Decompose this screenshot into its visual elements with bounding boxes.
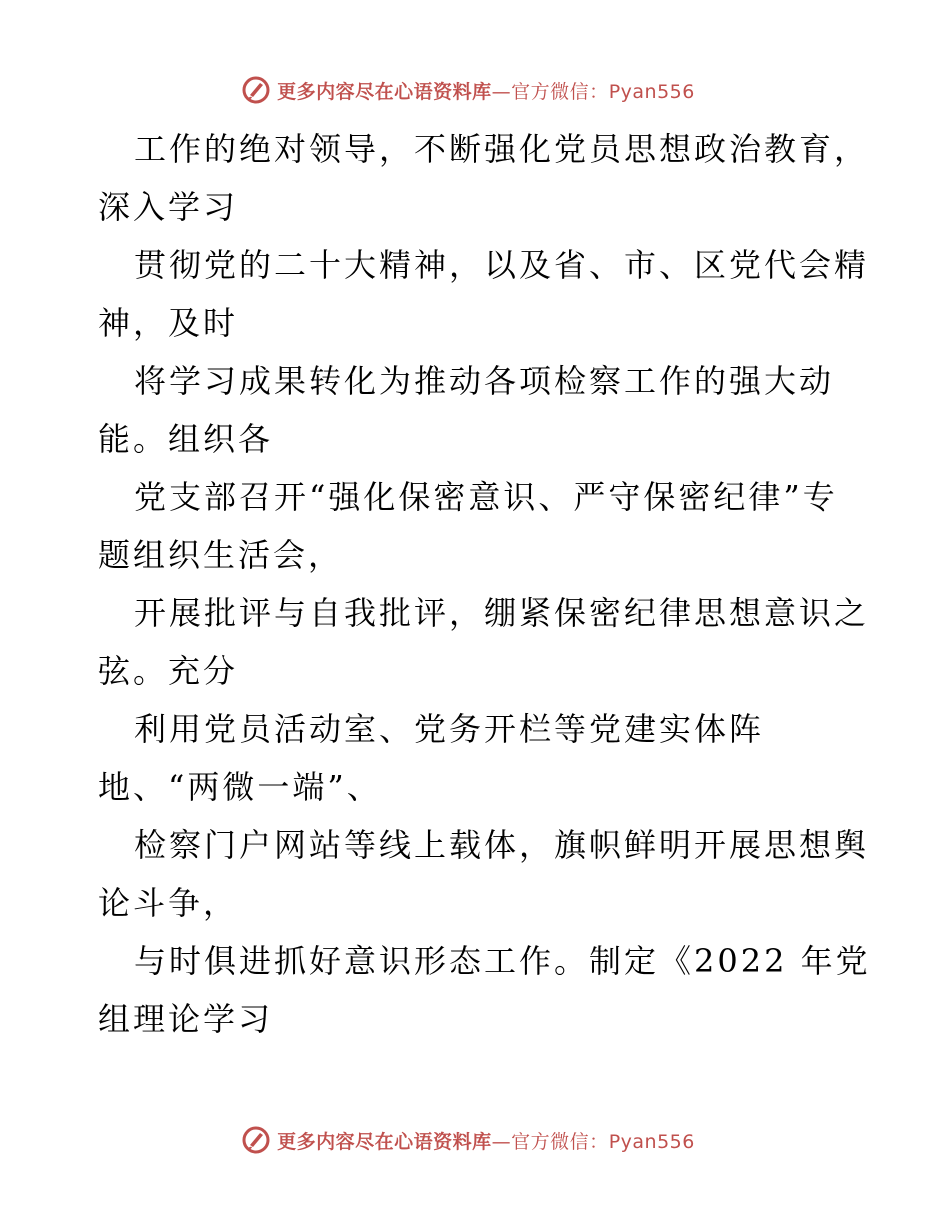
paragraph-line: 贯彻党的二十大精神，以及省、市、区党代会精 bbox=[134, 246, 870, 284]
paragraph-6 bbox=[98, 700, 858, 816]
document-body bbox=[98, 120, 871, 1048]
paragraph-line: 组理论学习 bbox=[98, 1000, 274, 1038]
paragraph-5 bbox=[98, 584, 870, 700]
footer-banner bbox=[0, 1120, 950, 1160]
paragraph-line: 将学习成果转化为推动各项检察工作的强大动 bbox=[134, 362, 835, 400]
paragraph-line: 工作的绝对领导，不断强化党员思想政治教育， bbox=[134, 130, 870, 168]
brush-logo-icon bbox=[241, 1125, 271, 1155]
paragraph-line: 神，及时 bbox=[98, 304, 239, 342]
header-banner-separator: — bbox=[491, 80, 512, 103]
footer-banner-handle: Pyan556 bbox=[608, 1130, 695, 1153]
paragraph-line: 能。组织各 bbox=[98, 420, 274, 458]
paragraph-4 bbox=[98, 468, 858, 584]
paragraph-line: 深入学习 bbox=[98, 188, 239, 226]
paragraph-8 bbox=[98, 932, 871, 1048]
paragraph-3 bbox=[98, 352, 858, 468]
footer-banner-contact: 官方微信： bbox=[511, 1130, 609, 1153]
paragraph-2 bbox=[98, 236, 870, 352]
header-banner-content bbox=[241, 75, 695, 105]
paragraph-7 bbox=[98, 816, 870, 932]
footer-banner-content bbox=[241, 1125, 695, 1155]
header-banner-contact: 官方微信： bbox=[511, 80, 609, 103]
paragraph-line: 开展批评与自我批评，绷紧保密纪律思想意识之 bbox=[134, 594, 870, 632]
paragraph-line: 弦。充分 bbox=[98, 652, 239, 690]
paragraph-line: 检察门户网站等线上载体，旗帜鲜明开展思想舆 bbox=[134, 826, 870, 864]
header-banner-title: 更多内容尽在心语资料库 bbox=[277, 80, 492, 103]
paragraph-1 bbox=[98, 120, 870, 236]
paragraph-line: 利用党员活动室、党务开栏等党建实体阵 bbox=[134, 710, 765, 748]
header-banner-text bbox=[277, 77, 695, 104]
footer-banner-text bbox=[277, 1127, 695, 1154]
brush-logo-icon bbox=[241, 75, 271, 105]
paragraph-line: 论斗争， bbox=[98, 884, 239, 922]
footer-banner-title: 更多内容尽在心语资料库 bbox=[277, 1130, 492, 1153]
paragraph-line: 党支部召开“强化保密意识、严守保密纪律”专 bbox=[134, 478, 838, 516]
paragraph-line: 与时俱进抓好意识形态工作。制定《2022 年党 bbox=[134, 942, 871, 980]
paragraph-line: 题组织生活会， bbox=[98, 536, 344, 574]
footer-banner-separator: — bbox=[491, 1130, 512, 1153]
header-banner bbox=[0, 70, 950, 110]
header-banner-handle: Pyan556 bbox=[608, 80, 695, 103]
paragraph-line: 地、“两微一端”、 bbox=[98, 768, 382, 806]
